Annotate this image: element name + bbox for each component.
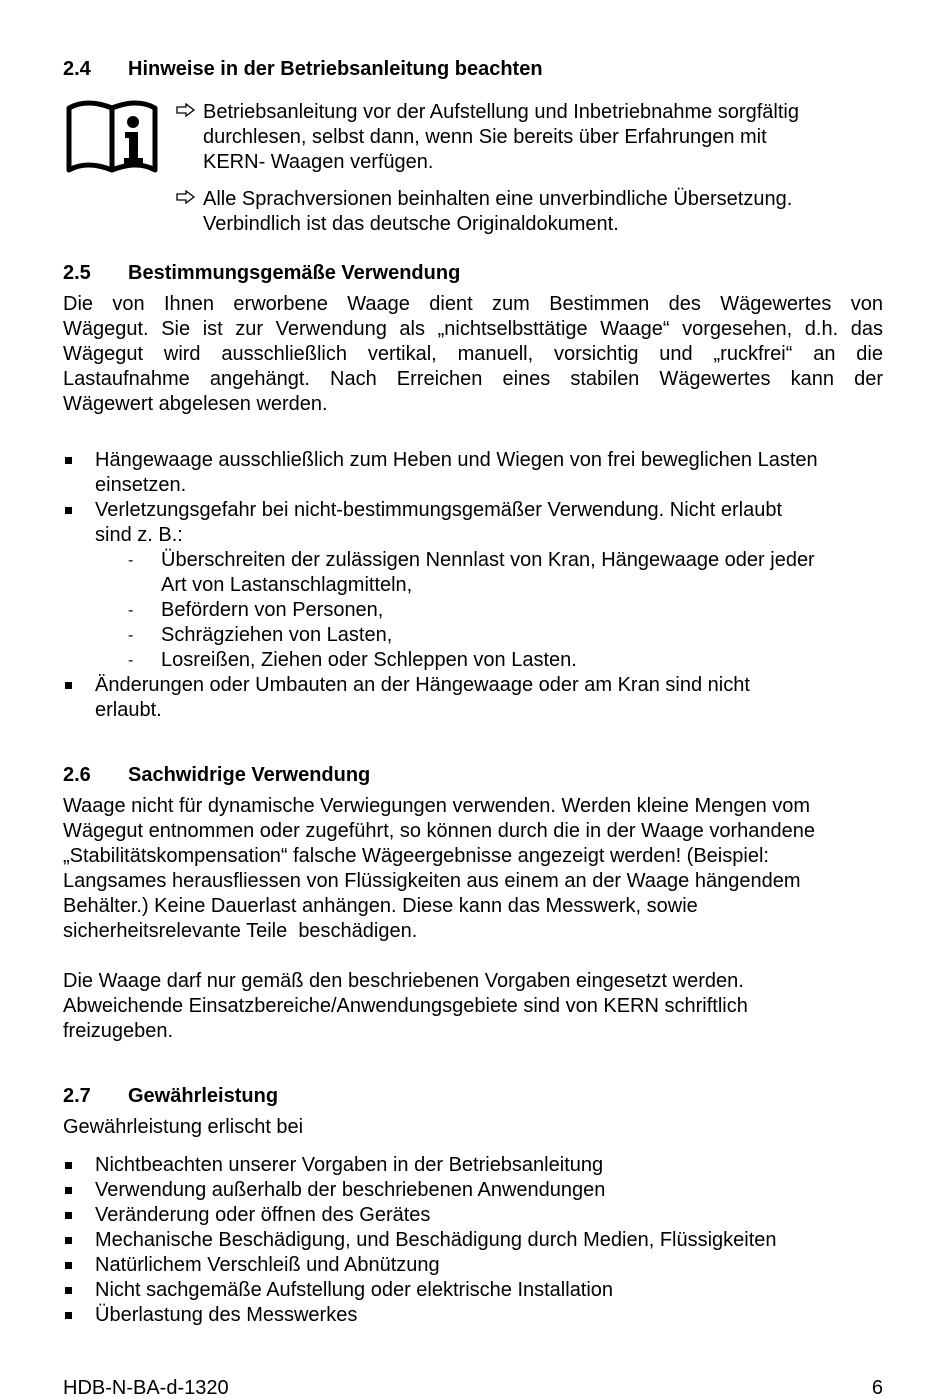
bullet-square-icon <box>65 457 72 464</box>
list-item-text: Nicht sachgemäße Aufstellung oder elektrische Installation <box>95 1279 614 1301</box>
arrow-right-icon <box>176 103 196 117</box>
list-item <box>128 548 948 598</box>
section-number: 2.7 <box>63 1085 91 1107</box>
section-title: Gewährleistung <box>128 1085 279 1107</box>
list-item-line: sind z. B.: <box>95 524 183 546</box>
section-number: 2.4 <box>63 58 91 80</box>
list-item <box>128 598 948 623</box>
list-item <box>63 1253 883 1278</box>
section-title: Bestimmungsgemäße Verwendung <box>128 262 461 284</box>
list-item <box>128 648 948 673</box>
list-item-line: erlaubt. <box>95 699 162 721</box>
warranty-bullets <box>63 1153 883 1328</box>
paragraph-line: Lastaufnahme angehängt. Nach Erreichen eines stabilen Wägewertes kann der <box>63 368 883 390</box>
paragraph-line: Wägewert abgelesen werden. <box>63 393 328 415</box>
list-item <box>63 1228 883 1253</box>
prohibited-uses-list <box>63 548 948 673</box>
paragraph-line: Langsames herausfliessen von Flüssigkeiten aus einem an der Waage hängendem <box>63 870 801 892</box>
bullet-square-icon <box>65 1237 72 1244</box>
paragraph-line: Die von Ihnen erworbene Waage dient zum Bestimmen des Wägewertes von <box>63 293 883 315</box>
notice-list <box>176 100 883 237</box>
dash-marker: - <box>128 552 134 569</box>
list-item <box>63 448 883 498</box>
list-item <box>63 1203 883 1228</box>
section-heading-2-4 <box>63 57 543 82</box>
paragraph-line: Wägegut. Sie ist zur Verwendung als „nichtselbsttätige Waage“ vorgesehen, d.h. das <box>63 318 883 340</box>
list-item-line: Schrägziehen von Lasten, <box>161 624 393 646</box>
notice-line: Alle Sprachversionen beinhalten eine unverbindliche Übersetzung. <box>203 188 793 210</box>
paragraph-line: „Stabilitätskompensation“ falsche Wägeergebnisse angezeigt werden! (Beispiel: <box>63 845 769 867</box>
paragraph-line: Wägegut wird ausschließlich vertikal, manuell, vorsichtig und „ruckfrei“ an die <box>63 343 883 365</box>
paragraph-line: sicherheitsrelevante Teile beschädigen. <box>63 920 418 942</box>
paragraph-line: freizugeben. <box>63 1020 174 1042</box>
list-item-text: Mechanische Beschädigung, und Beschädigung durch Medien, Flüssigkeiten <box>95 1229 777 1251</box>
notice-item <box>176 187 883 237</box>
bullet-square-icon <box>65 1212 72 1219</box>
notice-line: Betriebsanleitung vor der Aufstellung und Inbetriebnahme sorgfältig <box>203 101 799 123</box>
paragraph-line: Waage nicht für dynamische Verwiegungen verwenden. Werden kleine Mengen vom <box>63 795 811 817</box>
modification-bullet <box>63 673 883 723</box>
bullet-square-icon <box>65 1187 72 1194</box>
bullet-square-icon <box>65 1312 72 1319</box>
bullet-square-icon <box>65 1162 72 1169</box>
paragraph-line: Wägegut entnommen oder zugeführt, so können durch die in der Waage vorhandene <box>63 820 815 842</box>
warranty-intro: Gewährleistung erlischt bei <box>63 1116 304 1138</box>
section-number: 2.6 <box>63 764 91 786</box>
notice-line: durchlesen, selbst dann, wenn Sie bereits über Erfahrungen mit <box>203 126 767 148</box>
list-item-line: Überschreiten der zulässigen Nennlast von Kran, Hängewaage oder jeder <box>161 549 815 571</box>
section-title: Sachwidrige Verwendung <box>128 764 371 786</box>
paragraph-line: Die Waage darf nur gemäß den beschriebenen Vorgaben eingesetzt werden. <box>63 970 744 992</box>
list-item <box>63 673 883 723</box>
list-item <box>63 1278 883 1303</box>
list-item-line: Art von Lastanschlagmitteln, <box>161 574 413 596</box>
notice-line: KERN- Waagen verfügen. <box>203 151 434 173</box>
list-item <box>63 1153 883 1178</box>
notice-item <box>176 100 883 175</box>
section-number: 2.5 <box>63 262 91 284</box>
list-item-line: Änderungen oder Umbauten an der Hängewaage oder am Kran sind nicht <box>95 674 750 696</box>
notice-line: Verbindlich ist das deutsche Originaldokument. <box>203 213 619 235</box>
list-item <box>128 623 948 648</box>
list-item <box>63 498 883 548</box>
section-heading-2-5 <box>63 261 460 286</box>
dash-marker: - <box>128 627 134 644</box>
intended-use-bullets <box>63 448 883 548</box>
footer-page-number: 6 <box>871 1377 883 1399</box>
paragraph-line: Abweichende Einsatzbereiche/Anwendungsgebiete sind von KERN schriftlich <box>63 995 748 1017</box>
intended-use-paragraph <box>63 292 883 417</box>
list-item-line: einsetzen. <box>95 474 187 496</box>
list-item-text: Natürlichem Verschleiß und Abnützung <box>95 1254 440 1276</box>
list-item <box>63 1178 883 1203</box>
list-item-line: Befördern von Personen, <box>161 599 384 621</box>
misuse-paragraph-2 <box>63 969 883 1044</box>
list-item-line: Losreißen, Ziehen oder Schleppen von Lasten. <box>161 649 577 671</box>
dash-marker: - <box>128 652 134 669</box>
list-item <box>63 1303 883 1328</box>
bullet-square-icon <box>65 1262 72 1269</box>
section-heading-2-6 <box>63 763 370 788</box>
list-item-text: Überlastung des Messwerkes <box>95 1304 358 1326</box>
section-title: Hinweise in der Betriebsanleitung beachten <box>128 58 543 80</box>
manual-info-icon <box>65 98 159 176</box>
list-item-text: Verwendung außerhalb der beschriebenen Anwendungen <box>95 1179 606 1201</box>
list-item-line: Hängewaage ausschließlich zum Heben und Wiegen von frei beweglichen Lasten <box>95 449 818 471</box>
bullet-square-icon <box>65 1287 72 1294</box>
misuse-paragraph-1 <box>63 794 883 944</box>
list-item-line: Verletzungsgefahr bei nicht-bestimmungsgemäßer Verwendung. Nicht erlaubt <box>95 499 783 521</box>
arrow-right-icon <box>176 190 196 204</box>
footer-doc-id: HDB-N-BA-d-1320 <box>63 1377 229 1399</box>
list-item-text: Nichtbeachten unserer Vorgaben in der Betriebsanleitung <box>95 1154 604 1176</box>
section-heading-2-7 <box>63 1084 278 1109</box>
bullet-square-icon <box>65 682 72 689</box>
paragraph-line: Behälter.) Keine Dauerlast anhängen. Diese kann das Messwerk, sowie <box>63 895 698 917</box>
list-item-text: Veränderung oder öffnen des Gerätes <box>95 1204 431 1226</box>
dash-marker: - <box>128 602 134 619</box>
bullet-square-icon <box>65 507 72 514</box>
